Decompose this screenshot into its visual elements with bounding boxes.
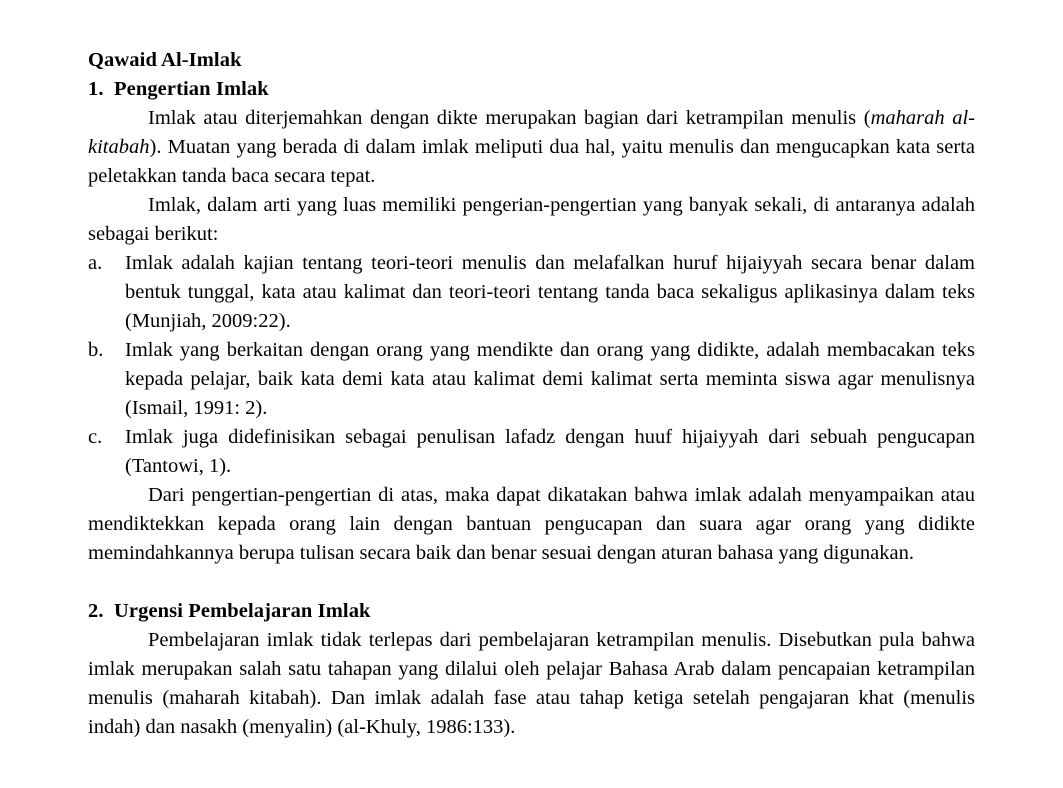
list-item-text-c: Imlak juga didefinisikan sebagai penulisan lafadz dengan huuf hijaiyyah dari sebuah pengucapan (Tantowi, 1). [125, 426, 975, 477]
list-item [88, 423, 975, 481]
section-number-1: 1. [88, 78, 104, 100]
section-2-paragraph-1: Pembelajaran imlak tidak terlepas dari pembelajaran ketrampilan menulis. Disebutkan pula bahwa imlak merupakan salah satu tahapan yang dilalui oleh pelajar Bahasa Arab dalam pencapaian ketrampilan menulis (maharah kitabah). Dan imlak adalah fase atau tahap ketiga setelah pengajaran khat (menulis indah) dan nasakh (menyalin) (al-Khuly, 1986:133). [88, 629, 975, 738]
section-1-paragraph-2: Imlak, dalam arti yang luas memiliki pengerian-pengertian yang banyak sekali, di antaranya adalah sebagai berikut: [88, 194, 975, 245]
section-title-1: Pengertian Imlak [114, 78, 269, 100]
section-heading-2 [88, 597, 975, 626]
italic-term-maharah-al-kitabah: maharah al-kitabah [88, 107, 975, 158]
list-item [88, 336, 975, 423]
list-item-text-b: Imlak yang berkaitan dengan orang yang mendikte dan orang yang didikte, adalah membacakan teks kepada pelajar, baik kata demi kata atau kalimat demi kalimat serta meminta siswa agar menulisnya (Ismail, 1991: 2). [125, 339, 975, 419]
paragraph-1-text-after-italic: ). Muatan yang berada di dalam imlak meliputi dua hal, yaitu menulis dan mengucapkan kata serta peletakkan tanda baca secara tepat. [88, 136, 975, 187]
section-heading-1 [88, 75, 975, 104]
section-title-2: Urgensi Pembelajaran Imlak [114, 600, 371, 622]
list-item-marker-a: a. [88, 252, 103, 274]
list-item-text-a: Imlak adalah kajian tentang teori-teori menulis dan melafalkan huruf hijaiyyah secara benar dalam bentuk tunggal, kata atau kalimat dan teori-teori tentang tanda baca sekaligus aplikasinya dalam teks (Munjiah, 2009:22). [125, 252, 975, 332]
section-1-paragraph-1 [88, 104, 975, 191]
section-number-2: 2. [88, 600, 104, 622]
list-item-marker-c: c. [88, 426, 103, 448]
section-spacer [88, 568, 975, 597]
document-title: Qawaid Al-Imlak [88, 49, 242, 71]
paragraph-1-text-before-italic: Imlak atau diterjemahkan dengan dikte merupakan bagian dari ketrampilan menulis ( [148, 107, 871, 129]
list-item [88, 249, 975, 336]
list-item-marker-b: b. [88, 339, 104, 361]
definitions-list [88, 249, 975, 481]
section-1-paragraph-3: Dari pengertian-pengertian di atas, maka dapat dikatakan bahwa imlak adalah menyampaikan atau mendiktekkan kepada orang lain dengan bantuan pengucapan dan suara agar orang yang didikte memindahkannya berupa tulisan secara baik dan benar sesuai dengan aturan bahasa yang digunakan. [88, 484, 975, 564]
